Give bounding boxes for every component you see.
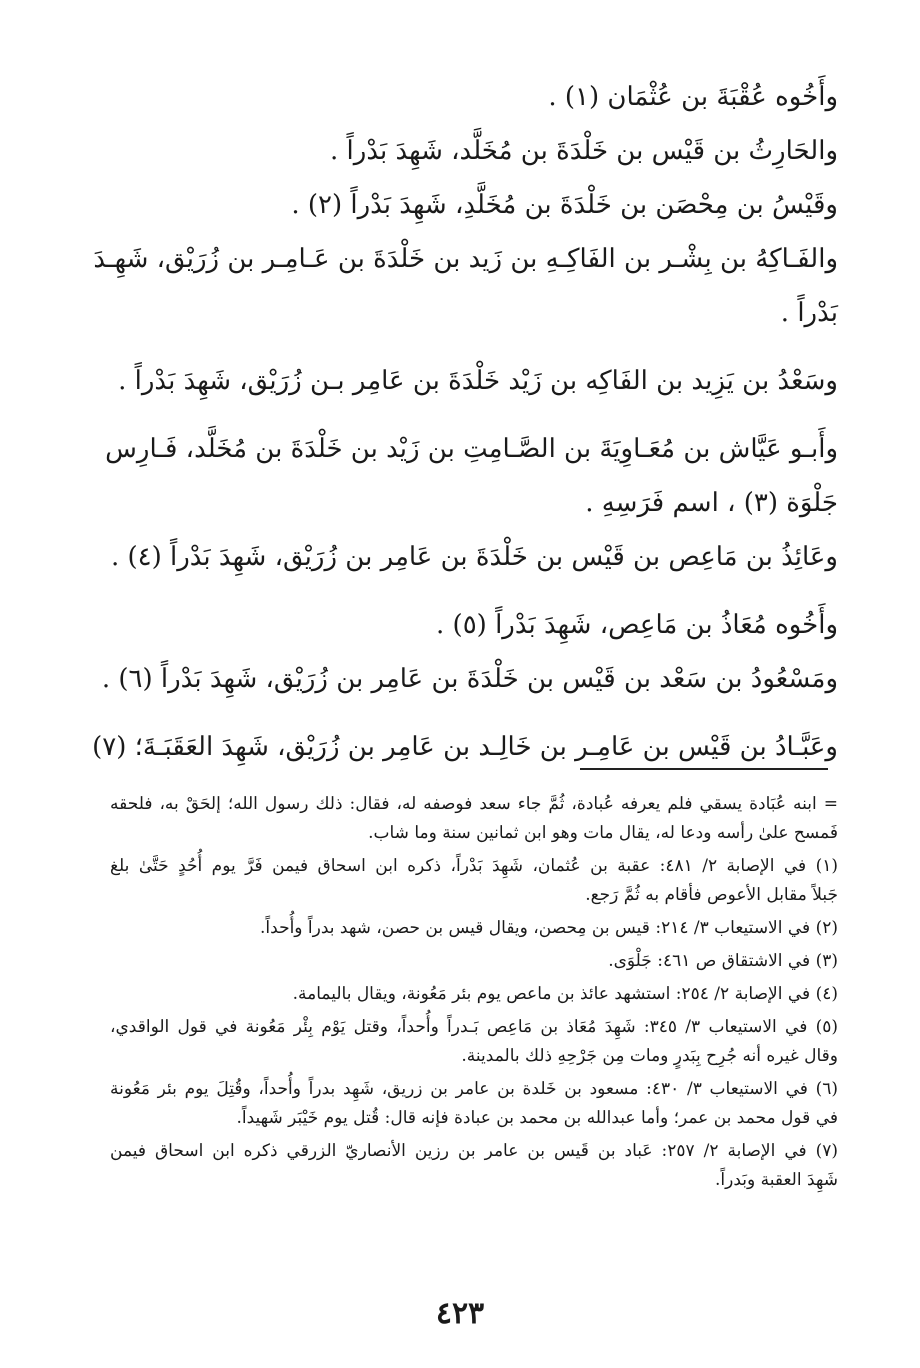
- footnote-line: (١) في الإصابة ٢/ ٤٨١: عقبة بن عُثمان، شَهِدَ بَدْراً، ذكره ابن اسحاق فيمن فَرَّ يوم أُحُدٍ حَتَّىٰ بلغ: [110, 856, 838, 876]
- text-line: وأَخُوه عُقْبَةَ بن عُثْمَان (١) .: [548, 82, 838, 112]
- text-line: وأَبـو عَيَّاش بن مُعَـاوِيَةَ بن الصَّـامِتِ بن زَيْد بن خَلْدَةَ بن مُخَلَّد، فَـارِس: [105, 434, 838, 464]
- footnote-1: [110, 852, 838, 910]
- footnote-line: (٥) في الاستيعاب ٣/ ٣٤٥: شَهِدَ مُعَاذ بن مَاعِص بَـدراً وأُحداً، وقتل يَوْم بِئْر مَعُونة في قول الواقدي،: [110, 1017, 838, 1037]
- footnote-6: [110, 1075, 838, 1133]
- footnote-4: [110, 980, 838, 1009]
- page-number: ٤٢٣: [435, 1296, 485, 1331]
- footnote-line: في قول محمد بن عمر؛ وأما عبدالله بن محمد بن عبادة فإنه قال: قُتل يوم خَيْبَر شَهيداً.: [236, 1108, 838, 1128]
- text-line: والفَـاكِهُ بن بِشْـر بن الفَاكِـهِ بن زَيد بن خَلْدَةَ بن عَـامِـر بن زُرَيْق، شَهِـدَ: [93, 244, 838, 274]
- text-line: وعَبَّـادُ بن قَيْس بن عَامِـر بن خَالِـد بن عَامِر بن زُرَيْق، شَهِدَ العَقَبَـةَ؛ (٧): [92, 732, 838, 762]
- footnote-line: = ابنه عُبَادة يسقي فلم يعرفه عُبادة، ثُمَّ جاء سعد فوصفه له، فقال: ذلك رسول الله؛ إلحَقْ به، فلحقه: [110, 794, 838, 814]
- footnote-continuation: [110, 790, 838, 848]
- text-line: وقَيْسُ بن مِحْصَن بن خَلْدَةَ بن مُخَلَّدِ، شَهِدَ بَدْراً (٢) .: [291, 190, 838, 220]
- main-text: [92, 70, 838, 774]
- text-line: وسَعْدُ بن يَزِيد بن الفَاكِه بن زَيْد خَلْدَةَ بن عَامِر بـن زُرَيْق، شَهِدَ بَدْراً .: [118, 366, 838, 396]
- footnote-line: (٤) في الإصابة ٢/ ٢٥٤: استشهد عائذ بن ماعص يوم بئر مَعُونة، ويقال باليمامة.: [292, 984, 838, 1004]
- text-line: والحَارِثُ بن قَيْس بن خَلْدَةَ بن مُخَلَّد، شَهِدَ بَدْراً .: [330, 136, 838, 166]
- text-line: جَلْوَة (٣) ، اسم فَرَسِهِ .: [585, 488, 838, 518]
- footnote-line: جَبلاً مقابل الأعوص فأقام به ثُمَّ رَجع.: [585, 885, 838, 905]
- text-line: وعَائِذُ بن مَاعِص بن قَيْس بن خَلْدَةَ بن عَامِر بن زُرَيْق، شَهِدَ بَدْراً (٤) .: [110, 542, 838, 572]
- footnote-line: (٣) في الاشتقاق ص ٤٦١: جَلْوَى.: [608, 951, 838, 971]
- footnote-line: شَهِدَ العقبة وبَدراً.: [715, 1170, 838, 1190]
- text-line: وأَخُوه مُعَاذُ بن مَاعِص، شَهِدَ بَدْراً (٥) .: [436, 610, 838, 640]
- footnote-line: فَمسح علىٰ رأسه ودعا له، يقال مات وهو ابن ثمانين سنة وما شاب.: [368, 823, 838, 843]
- footnote-line: (٢) في الاستيعاب ٣/ ٢١٤: قيس بن مِحصن، ويقال قيس بن حصن، شهد بدراً وأُحداً.: [260, 918, 838, 938]
- text-line: ومَسْعُودُ بن سَعْد بن قَيْس بن خَلْدَةَ بن عَامِر بن زُرَيْق، شَهِدَ بَدْراً (٦) .: [101, 664, 838, 694]
- text-line: بَدْراً .: [780, 298, 838, 328]
- footnote-5: [110, 1013, 838, 1071]
- footnotes: [110, 790, 838, 1199]
- footnote-7: [110, 1137, 838, 1195]
- footnote-line: (٦) في الاستيعاب ٣/ ٤٣٠: مسعود بن خَلدة بن عامر بن زريق، شَهِد بدراً وأُحداً، وقُتِلَ يوم بئر مَعُونة: [110, 1079, 838, 1099]
- footnote-line: وقال غيره أنه جُرِح بِبَدرٍ ومات مِن جَرْحِهِ ذلك بالمدينة.: [461, 1046, 838, 1066]
- footnote-divider: [580, 768, 828, 770]
- footnote-3: [110, 947, 838, 976]
- footnote-line: (٧) في الإصابة ٢/ ٢٥٧: عَباد بن قَيس بن عامر بن رزين الأنصاريّ الزرقي ذكره ابن اسحاق فيمن: [110, 1141, 838, 1161]
- footnote-2: [110, 914, 838, 943]
